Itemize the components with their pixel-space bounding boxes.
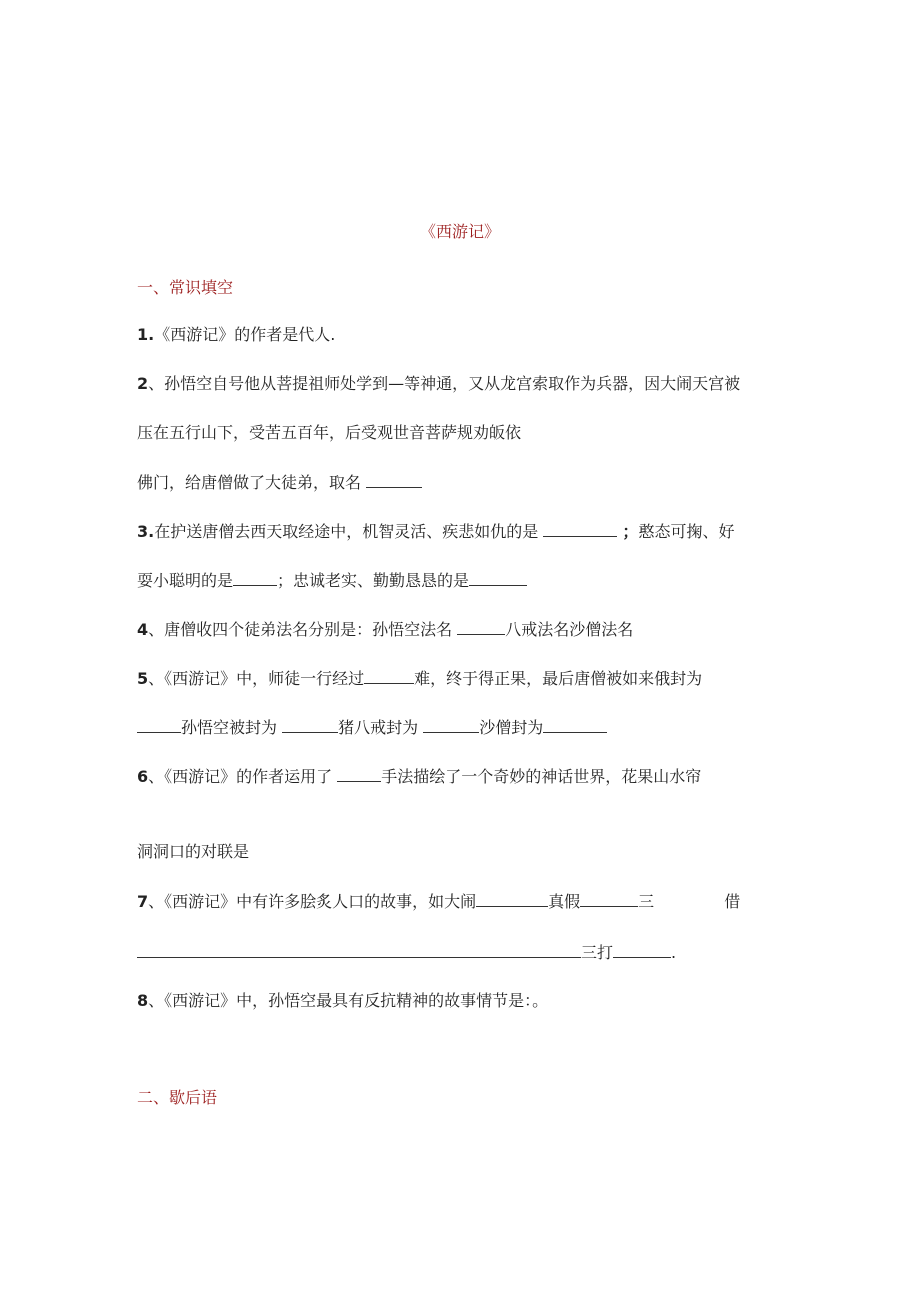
answer-blank[interactable] (543, 716, 607, 733)
section-heading-xiehouyu: 二、歇后语 (137, 1088, 218, 1107)
question-text: 耍小聪明的是 (137, 571, 234, 590)
answer-blank[interactable] (233, 569, 277, 586)
question-text: 、《西游记》的作者运用了 (148, 767, 333, 786)
question-2-line-1 (137, 373, 740, 395)
question-text: 三打 (581, 943, 614, 962)
question-number: 2 (137, 374, 149, 393)
answer-blank[interactable] (613, 941, 671, 958)
question-7-line-2 (137, 941, 676, 964)
question-6-line-2: 洞洞口的对联是 (137, 842, 250, 861)
question-text: 孙悟空被封为 (181, 718, 278, 737)
answer-blank[interactable] (423, 716, 479, 733)
question-text: 难，终于得正果，最后唐僧被如来俄封为 (414, 669, 703, 688)
question-2-line-2: 压在五行山下，受苦五百年，后受观世音菩萨规劝皈依 (137, 423, 522, 442)
answer-blank[interactable] (457, 618, 505, 635)
question-text: 憨态可掬、好 (638, 522, 735, 541)
question-5-line-2 (137, 716, 607, 739)
question-text: 、《西游记》中，孙悟空最具有反抗精神的故事情节是：。 (148, 991, 549, 1010)
question-text: 、《西游记》中有许多脍炙人口的故事，如大闹 (148, 892, 477, 911)
question-number: 6 (137, 767, 149, 786)
section-heading-common-knowledge: 一、常识填空 (137, 278, 234, 297)
question-7-line-1 (137, 890, 740, 913)
question-text: 真假 (548, 892, 581, 911)
answer-blank[interactable] (476, 890, 548, 907)
question-text: 佛门，给唐僧做了大徒弟，取名 (137, 473, 362, 492)
question-text: 手法描绘了一个奇妙的神话世界，花果山水帘 (381, 767, 702, 786)
answer-blank[interactable] (580, 890, 638, 907)
question-number: 8 (137, 991, 149, 1010)
question-text: 借 (724, 892, 741, 911)
question-5-line-1 (137, 667, 702, 690)
question-6-line-1 (137, 765, 701, 788)
question-text: 猪八戒封为 (338, 718, 419, 737)
answer-blank[interactable] (364, 667, 414, 684)
answer-blank[interactable] (366, 471, 422, 488)
question-number: 4 (137, 620, 149, 639)
document-title: 《西游记》 (419, 222, 500, 241)
question-2-line-3 (137, 471, 422, 494)
question-3-line-1 (137, 520, 734, 543)
question-number: 1. (137, 325, 155, 344)
answer-blank[interactable] (543, 520, 617, 537)
question-number: 7 (137, 892, 149, 911)
question-text: . (671, 943, 677, 962)
question-text: ；忠诚老实、勤勤恳恳的是 (277, 571, 470, 590)
question-1 (137, 324, 335, 346)
question-number: 3. (137, 522, 155, 541)
answer-blank[interactable] (137, 941, 581, 958)
question-8 (137, 990, 548, 1012)
answer-blank[interactable] (137, 716, 181, 733)
question-text: 三 (638, 892, 655, 911)
question-3-line-2 (137, 569, 527, 592)
question-text: 、唐僧收四个徒弟法名分别是：孙悟空法名 (148, 620, 453, 639)
question-text: 、孙悟空自号他从菩提祖师处学到—等神通，又从龙宫索取作为兵器，因大闹天宫被 (148, 374, 741, 393)
semicolon: ； (622, 522, 639, 541)
answer-blank[interactable] (469, 569, 527, 586)
question-text: 八戒法名沙僧法名 (505, 620, 634, 639)
question-4 (137, 618, 633, 641)
question-text: 沙僧封为 (479, 718, 544, 737)
answer-blank[interactable] (282, 716, 338, 733)
question-text: 、《西游记》中，师徒一行经过 (148, 669, 365, 688)
question-text: 《西游记》的作者是代人. (154, 325, 336, 344)
question-number: 5 (137, 669, 149, 688)
question-text: 在护送唐僧去西天取经途中，机智灵活、疾悲如仇的是 (154, 522, 539, 541)
answer-blank[interactable] (337, 765, 381, 782)
